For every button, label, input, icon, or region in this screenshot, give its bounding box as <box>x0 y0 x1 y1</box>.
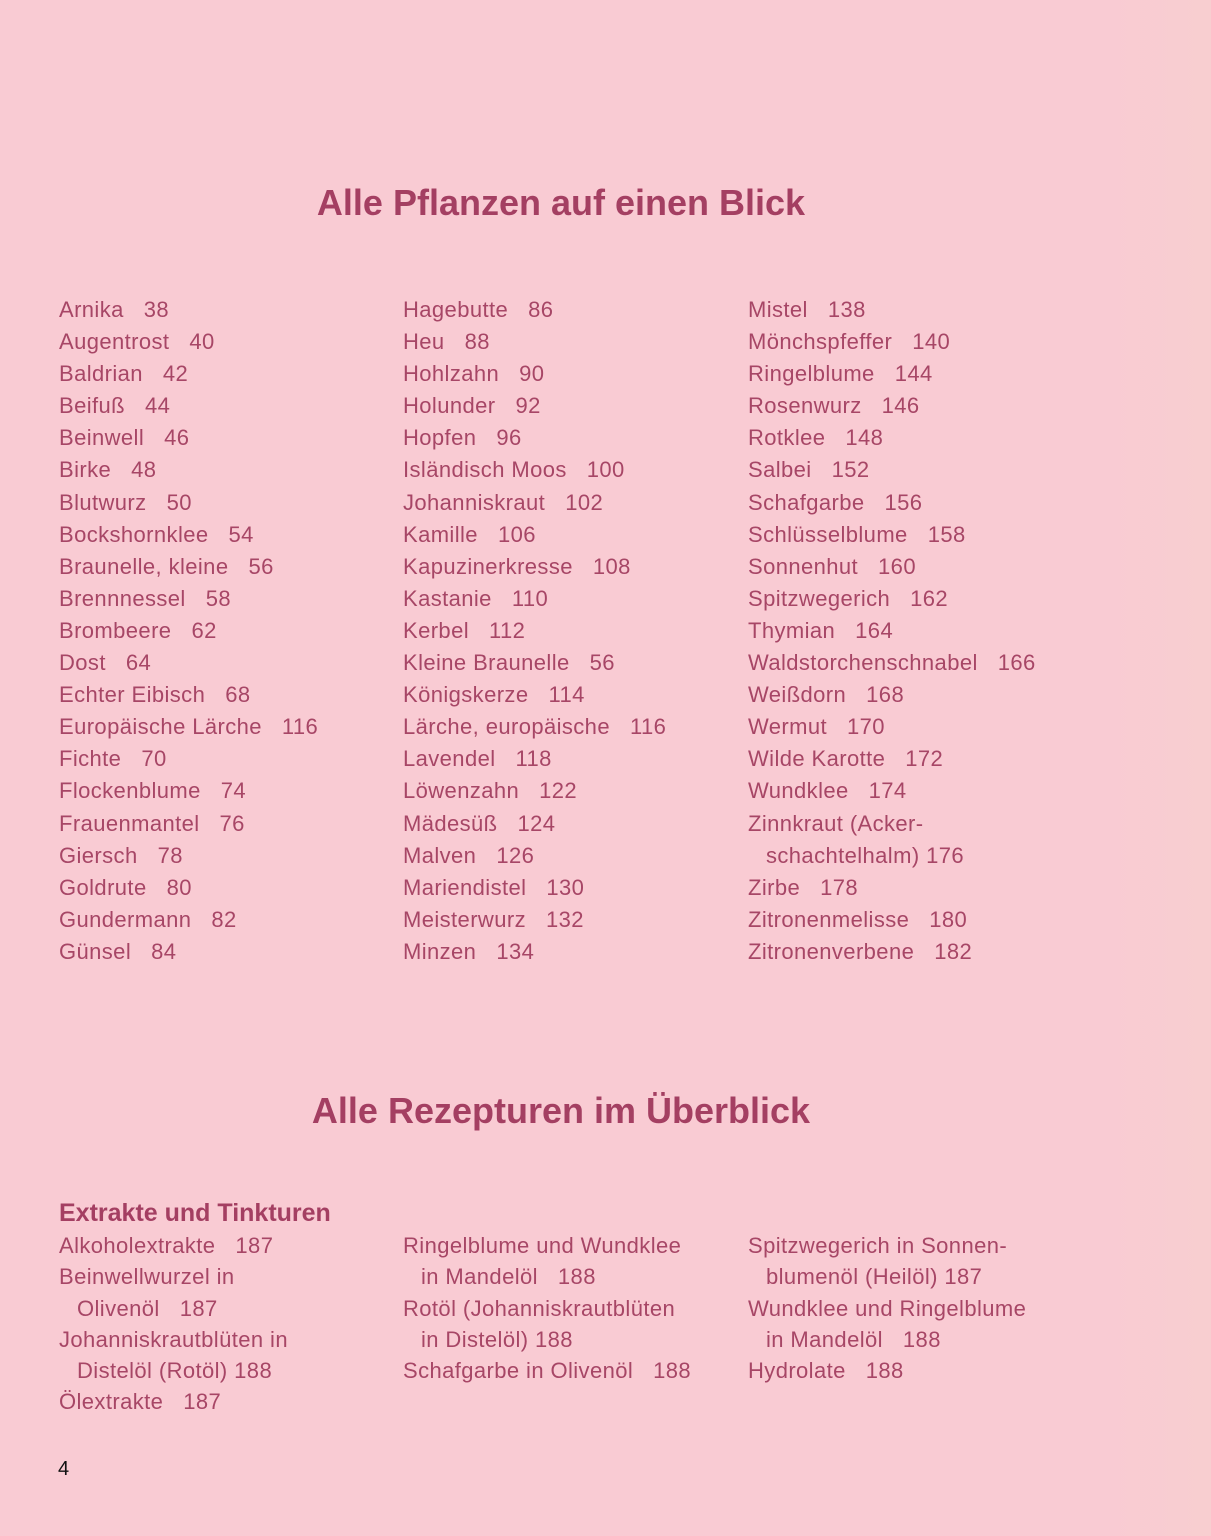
index-entry <box>748 1293 1026 1356</box>
entry-name: Arnika <box>59 297 124 322</box>
entry-name: Schafgarbe in Olivenöl <box>403 1358 634 1384</box>
index-entry <box>59 551 318 583</box>
index-entry <box>748 294 1036 326</box>
index-entry <box>59 647 318 679</box>
entry-page: 74 <box>220 778 247 804</box>
index-entry <box>59 1261 288 1324</box>
entry-name: Lärche, europäische <box>403 714 610 740</box>
index-entry <box>403 551 666 583</box>
index-entry <box>59 390 318 422</box>
entry-name: Frauenmantel <box>59 810 200 836</box>
entry-page: 38 <box>143 297 170 322</box>
entry-name: Birke <box>59 457 112 483</box>
entry-page: 182 <box>934 938 973 964</box>
entry-page: 188 <box>902 1326 941 1352</box>
entry-name: Alkoholextrakte <box>59 1233 216 1258</box>
entry-page: 46 <box>164 425 190 451</box>
index-entry <box>59 454 318 486</box>
entry-name: Giersch <box>59 842 138 868</box>
entry-page: 144 <box>894 361 933 387</box>
entry-name: Zitronenmelisse <box>748 906 910 932</box>
index-entry <box>59 583 318 615</box>
entry-page: 82 <box>211 906 237 932</box>
entry-page: 172 <box>905 746 944 772</box>
entry-name: Wilde Karotte <box>748 746 886 772</box>
index-entry <box>403 711 666 743</box>
entry-page: 108 <box>592 553 631 579</box>
index-entry <box>403 647 666 679</box>
entry-name: Mädesüß <box>403 810 498 836</box>
entry-name: Ringelblume und Wundklee <box>403 1233 682 1258</box>
entry-name: Mönchspfeffer <box>748 329 893 355</box>
index-entry <box>748 872 1036 904</box>
entry-name: Kapuzinerkresse <box>403 553 573 579</box>
entry-page: 48 <box>131 457 157 483</box>
recipes-column-1 <box>59 1230 288 1418</box>
entry-name: Braunelle, kleine <box>59 553 229 579</box>
entry-name: Isländisch Moos <box>403 457 567 483</box>
entry-page: 68 <box>225 682 251 708</box>
entry-page: 160 <box>878 553 916 579</box>
entry-name: Malven <box>403 842 477 868</box>
entry-page: 124 <box>517 810 556 836</box>
entry-page: 102 <box>565 489 604 515</box>
entry-name: Blutwurz <box>59 489 147 515</box>
entry-name: Minzen <box>403 938 477 964</box>
index-entry <box>403 390 666 422</box>
entry-name: Zinnkraut (Acker- <box>748 810 924 836</box>
entry-name: Echter Eibisch <box>59 682 206 708</box>
entry-page: 44 <box>144 393 171 419</box>
entry-name: Spitzwegerich in Sonnen- <box>748 1233 1008 1258</box>
entry-page: 140 <box>912 329 951 355</box>
index-entry <box>403 1293 691 1356</box>
entry-page: 118 <box>515 746 552 772</box>
entry-page: 188 <box>653 1358 692 1384</box>
entry-page: 178 <box>820 874 859 900</box>
entry-page: 116 <box>629 714 667 740</box>
index-entry <box>748 551 1036 583</box>
entry-name: Beinwell <box>59 425 145 451</box>
index-entry <box>403 936 666 968</box>
index-entry <box>403 358 666 390</box>
entry-name: Mistel <box>748 297 808 322</box>
entry-name: Salbei <box>748 457 812 483</box>
entry-name: Hydrolate <box>748 1358 846 1384</box>
entry-name: Schafgarbe <box>748 489 865 515</box>
entry-page: 188 <box>557 1264 596 1290</box>
plants-column-2 <box>403 294 666 968</box>
entry-page: 126 <box>496 842 535 868</box>
index-entry <box>748 422 1036 454</box>
entry-page: 100 <box>586 457 625 483</box>
entry-page: 138 <box>827 297 866 322</box>
entry-name: Goldrute <box>59 874 147 900</box>
index-entry <box>403 775 666 807</box>
index-entry <box>748 487 1036 519</box>
entry-page: 42 <box>162 361 189 387</box>
entry-name: Brombeere <box>59 617 172 643</box>
entry-continuation <box>748 1261 1026 1292</box>
entry-page: 56 <box>248 553 274 579</box>
index-entry <box>59 422 318 454</box>
entry-page: 148 <box>845 425 884 451</box>
entry-continuation <box>748 1324 1026 1355</box>
entry-page: 62 <box>191 617 217 643</box>
recipes-subheading: Extrakte und Tinkturen <box>59 1199 331 1227</box>
plants-column-1 <box>59 294 318 968</box>
index-entry <box>403 615 666 647</box>
index-entry <box>748 454 1036 486</box>
index-entry <box>59 358 318 390</box>
index-entry <box>403 808 666 840</box>
entry-name: Brennnessel <box>59 585 186 611</box>
entry-continuation-text: Distelöl (Rotöl) 188 <box>77 1358 273 1384</box>
index-entry <box>748 583 1036 615</box>
entry-name: Hagebutte <box>403 297 509 322</box>
index-entry <box>748 519 1036 551</box>
entry-page: 158 <box>927 521 966 547</box>
entry-page: 96 <box>496 425 522 451</box>
entry-page: 40 <box>189 329 215 355</box>
index-entry <box>748 775 1036 807</box>
entry-name: Flockenblume <box>59 778 201 804</box>
index-entry <box>59 1324 288 1387</box>
entry-name: Ringelblume <box>748 361 875 387</box>
entry-name: Wermut <box>748 714 828 740</box>
entry-page: 187 <box>235 1233 274 1258</box>
index-entry <box>748 904 1036 936</box>
entry-page: 116 <box>281 714 319 740</box>
entry-name: Holunder <box>403 393 496 419</box>
entry-page: 56 <box>589 650 615 676</box>
recipes-column-2 <box>403 1230 691 1386</box>
entry-page: 112 <box>489 617 526 643</box>
index-entry <box>748 615 1036 647</box>
index-entry <box>403 294 666 326</box>
index-entry <box>59 679 318 711</box>
entry-page: 152 <box>831 457 870 483</box>
entry-page: 164 <box>855 617 894 643</box>
index-entry <box>403 872 666 904</box>
index-entry <box>403 454 666 486</box>
entry-name: Thymian <box>748 617 836 643</box>
entry-name: Augentrost <box>59 329 170 355</box>
entry-name: Bockshornklee <box>59 521 209 547</box>
entry-name: Ölextrakte <box>59 1389 164 1415</box>
index-entry <box>59 326 318 358</box>
index-entry <box>403 519 666 551</box>
entry-name: Zirbe <box>748 874 801 900</box>
entry-continuation-text: Olivenöl <box>77 1295 160 1321</box>
entry-page: 84 <box>151 938 177 964</box>
entry-page: 54 <box>228 521 254 547</box>
entry-page: 50 <box>166 489 192 515</box>
index-entry <box>748 1230 1026 1293</box>
index-entry <box>59 904 318 936</box>
entry-continuation-text: in Mandelöl <box>421 1264 538 1290</box>
index-entry <box>403 904 666 936</box>
index-entry <box>59 872 318 904</box>
entry-page: 168 <box>866 682 905 708</box>
index-entry <box>748 711 1036 743</box>
index-entry <box>748 1355 1026 1386</box>
index-entry <box>59 1386 288 1417</box>
entry-name: Gundermann <box>59 906 192 932</box>
entry-name: Lavendel <box>403 746 496 772</box>
entry-name: Kleine Braunelle <box>403 650 570 676</box>
index-entry <box>59 775 318 807</box>
index-entry <box>59 808 318 840</box>
index-entry <box>403 583 666 615</box>
entry-name: Rotklee <box>748 425 826 451</box>
entry-page: 174 <box>868 778 907 804</box>
entry-page: 70 <box>141 746 167 772</box>
entry-name: Schlüsselblume <box>748 521 908 547</box>
index-entry <box>403 1355 691 1386</box>
entry-name: Europäische Lärche <box>59 714 262 740</box>
entry-name: Spitzwegerich <box>748 585 891 611</box>
page-number: 4 <box>58 1458 70 1480</box>
index-entry <box>748 679 1036 711</box>
entry-continuation <box>748 840 1036 872</box>
entry-continuation-text: schachtelhalm) 176 <box>766 842 964 868</box>
index-entry <box>748 358 1036 390</box>
entry-name: Wundklee und Ringelblume <box>748 1295 1027 1321</box>
index-entry <box>59 487 318 519</box>
entry-name: Zitronenverbene <box>748 938 915 964</box>
index-entry <box>59 1230 288 1261</box>
entry-name: Kerbel <box>403 617 469 643</box>
entry-name: Meisterwurz <box>403 906 526 932</box>
page-edge-tint <box>1111 0 1211 1536</box>
entry-name: Hopfen <box>403 425 477 451</box>
index-entry <box>748 743 1036 775</box>
entry-page: 80 <box>166 874 192 900</box>
entry-page: 146 <box>881 393 920 419</box>
index-entry <box>403 679 666 711</box>
entry-page: 187 <box>179 1295 218 1321</box>
index-entry <box>59 711 318 743</box>
entry-name: Baldrian <box>59 361 143 387</box>
entry-continuation-text: blumenöl (Heilöl) 187 <box>766 1264 983 1290</box>
index-entry <box>59 519 318 551</box>
entry-name: Wundklee <box>748 778 849 804</box>
index-entry <box>403 422 666 454</box>
entry-page: 106 <box>497 521 536 547</box>
entry-page: 134 <box>496 938 535 964</box>
entry-name: Beinwellwurzel in <box>59 1264 235 1290</box>
recipes-column-3 <box>748 1230 1026 1386</box>
entry-name: Dost <box>59 650 106 676</box>
entry-page: 88 <box>464 329 490 355</box>
entry-continuation <box>59 1293 288 1324</box>
index-entry <box>403 326 666 358</box>
entry-name: Sonnenhut <box>748 553 859 579</box>
entry-name: Fichte <box>59 746 122 772</box>
entry-page: 180 <box>929 906 968 932</box>
entry-name: Rosenwurz <box>748 393 862 419</box>
entry-name: Beifuß <box>59 393 125 419</box>
index-entry <box>59 743 318 775</box>
entry-page: 162 <box>910 585 949 611</box>
entry-page: 86 <box>528 297 554 322</box>
entry-name: Johanniskrautblüten in <box>59 1326 288 1352</box>
index-entry <box>748 326 1036 358</box>
index-entry <box>59 294 318 326</box>
plants-column-3 <box>748 294 1036 968</box>
entry-continuation-text: in Mandelöl <box>766 1326 883 1352</box>
entry-page: 76 <box>219 810 245 836</box>
index-entry <box>403 743 666 775</box>
index-entry <box>748 647 1036 679</box>
entry-page: 110 <box>511 585 549 611</box>
entry-name: Hohlzahn <box>403 361 500 387</box>
recipes-heading: Alle Rezepturen im Überblick <box>311 1090 811 1131</box>
index-entry <box>748 390 1036 422</box>
entry-page: 92 <box>515 393 541 419</box>
entry-page: 156 <box>884 489 923 515</box>
entry-page: 132 <box>545 906 584 932</box>
entry-continuation <box>403 1261 691 1292</box>
entry-continuation-text: in Distelöl) 188 <box>421 1326 573 1352</box>
entry-page: 166 <box>997 650 1036 676</box>
entry-page: 90 <box>519 361 545 387</box>
entry-page: 130 <box>546 874 585 900</box>
entry-page: 122 <box>539 778 578 804</box>
entry-name: Königskerze <box>403 682 529 708</box>
entry-name: Rotöl (Johanniskrautblüten <box>403 1295 676 1321</box>
entry-name: Günsel <box>59 938 132 964</box>
entry-page: 78 <box>157 842 183 868</box>
entry-name: Mariendistel <box>403 874 527 900</box>
index-entry <box>748 808 1036 872</box>
entry-page: 187 <box>183 1389 222 1415</box>
index-entry <box>748 936 1036 968</box>
entry-page: 170 <box>847 714 885 740</box>
index-entry <box>59 936 318 968</box>
entry-page: 188 <box>865 1358 904 1384</box>
entry-name: Kastanie <box>403 585 492 611</box>
index-entry <box>403 840 666 872</box>
index-entry <box>59 840 318 872</box>
entry-name: Heu <box>403 329 445 355</box>
entry-continuation <box>403 1324 691 1355</box>
entry-page: 114 <box>548 682 585 708</box>
plants-heading: Alle Pflanzen auf einen Blick <box>316 182 806 223</box>
entry-name: Waldstorchenschnabel <box>748 650 978 676</box>
entry-page: 58 <box>205 585 231 611</box>
entry-name: Löwenzahn <box>403 778 520 804</box>
index-entry <box>59 615 318 647</box>
entry-page: 64 <box>125 650 152 676</box>
entry-continuation <box>59 1355 288 1386</box>
entry-name: Weißdorn <box>748 682 847 708</box>
entry-name: Johanniskraut <box>403 489 546 515</box>
index-entry <box>403 487 666 519</box>
index-entry <box>403 1230 691 1293</box>
entry-name: Kamille <box>403 521 478 547</box>
